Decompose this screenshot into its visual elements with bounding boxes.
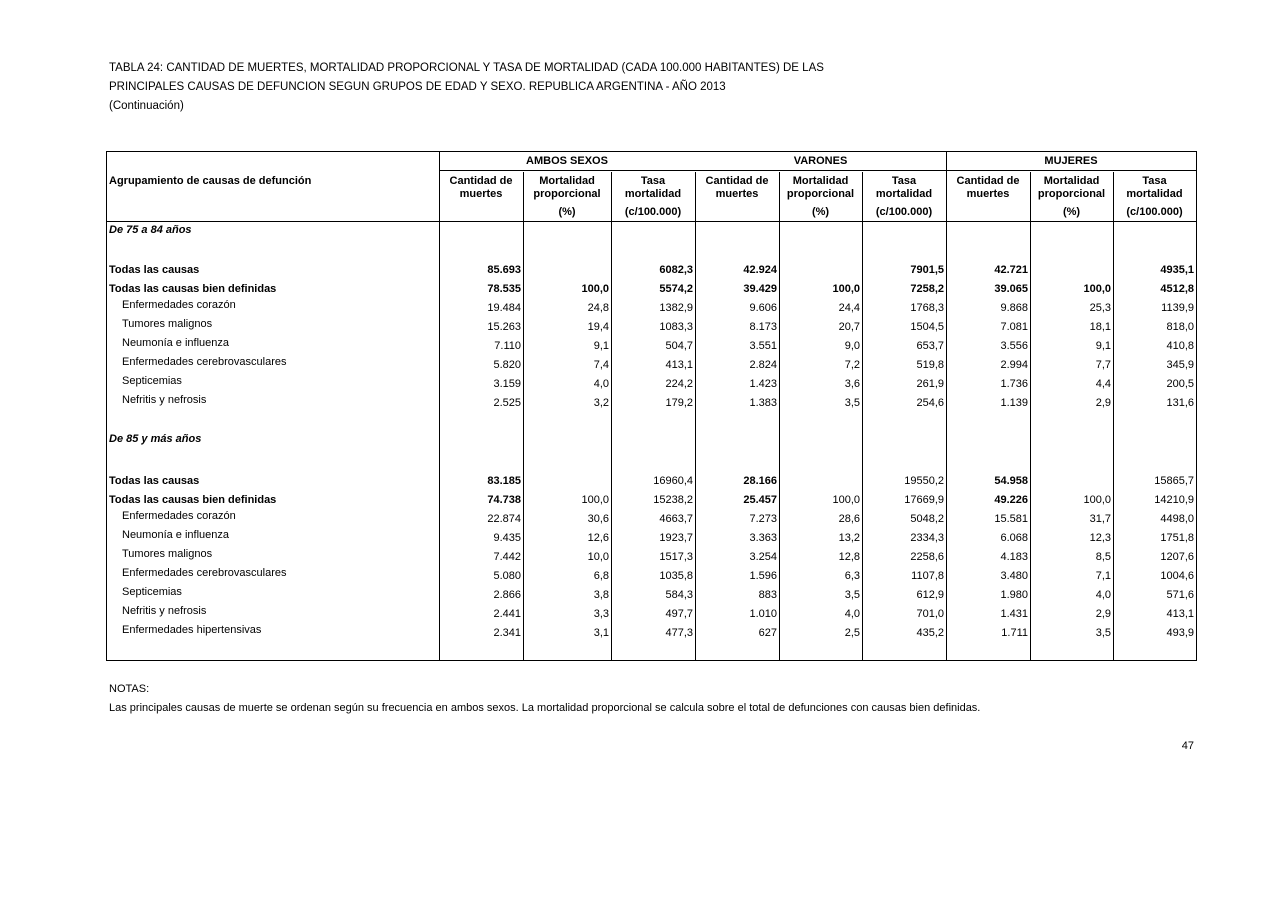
row-label: Nefritis y nefrosis [122,394,207,406]
table-cell: 42.924 [743,264,777,276]
table-cell: 1.139 [1000,397,1028,409]
column-header-line: proporcional [786,188,855,200]
row-label: Enfermedades corazón [122,299,236,311]
table-cell: 12,8 [838,551,860,563]
table-row [107,587,1196,606]
table-cell: 42.721 [994,264,1028,276]
table-cell: 7.081 [1000,321,1028,333]
table-cell: 2.866 [493,589,521,601]
table-cell: 25.457 [743,494,777,506]
table-cell: 83.185 [487,475,521,487]
table-cell: 179,2 [665,397,693,409]
table-cell: 6,3 [844,570,860,582]
table-cell: 2.824 [749,359,777,371]
table-row [107,492,1196,511]
document-title [109,59,824,116]
column-unit: (%) [1062,206,1081,218]
table-cell: 1107,8 [911,570,944,582]
table-cell: 14210,9 [1154,494,1194,506]
table-cell: 1.383 [749,397,777,409]
table-cell: 49.226 [994,494,1028,506]
table-cell: 39.065 [994,283,1028,295]
table-cell: 4,0 [593,378,609,390]
table-cell: 78.535 [487,283,521,295]
table-cell: 1.431 [1000,608,1028,620]
table-cell: 25,3 [1089,302,1111,314]
column-unit: (c/100.000) [1126,206,1183,218]
table-cell: 8,5 [1095,551,1111,563]
table-cell: 5048,2 [910,513,944,525]
column-header-line: muertes [715,188,759,200]
table-cell: 7258,2 [910,283,944,295]
row-label: Enfermedades cerebrovasculares [122,567,287,579]
table-cell: 1.736 [1000,378,1028,390]
table-cell: 7.273 [749,513,777,525]
table-cell: 4,4 [1095,378,1111,390]
table-cell: 20,7 [838,321,860,333]
column-header [523,175,611,201]
table-cell: 9,1 [1095,340,1111,352]
page-number: 47 [1181,740,1194,752]
row-label: Todas las causas [109,475,200,487]
column-header-line: mortalidad [875,188,933,200]
table-cell: 28,6 [838,513,860,525]
column-header [946,175,1030,201]
table-cell: 4663,7 [659,513,693,525]
section-title: De 75 a 84 años [109,224,192,236]
table-cell: 3.363 [749,532,777,544]
row-label: Tumores malignos [122,548,213,560]
table-cell: 4512,8 [1160,283,1194,295]
table-cell: 15.581 [994,513,1028,525]
table-cell: 19,4 [587,321,609,333]
table-cell: 17669,9 [904,494,944,506]
table-cell: 4935,1 [1160,264,1194,276]
table-cell: 571,6 [1166,589,1194,601]
table-cell: 15.263 [487,321,521,333]
table-cell: 2258,6 [910,551,944,563]
table-cell: 3,2 [593,397,609,409]
row-label: Septicemias [122,586,182,598]
column-header-line: muertes [459,188,503,200]
table-cell: 100,0 [1083,494,1111,506]
table-cell: 3,5 [1095,627,1111,639]
table-cell: 6,8 [593,570,609,582]
row-label: Todas las causas bien definidas [109,283,277,295]
table-cell: 100,0 [581,283,609,295]
group-header: AMBOS SEXOS [526,155,608,167]
column-header [439,175,523,201]
table-cell: 2,5 [844,627,860,639]
table-cell: 1923,7 [659,532,693,544]
table-cell: 345,9 [1166,359,1194,371]
table-cell: 3,1 [593,627,609,639]
table-cell: 4.183 [1000,551,1028,563]
group-header: VARONES [793,155,848,167]
table-cell: 9,0 [844,340,860,352]
column-header-line: muertes [966,188,1010,200]
table-cell: 3.480 [1000,570,1028,582]
table-cell: 100,0 [1083,283,1111,295]
table-cell: 54.958 [994,475,1028,487]
table-cell: 1504,5 [910,321,944,333]
table-row [107,319,1196,338]
column-header-line: mortalidad [624,188,682,200]
row-label-header: Agrupamiento de causas de defunción [109,175,312,187]
table-row [107,395,1196,414]
table-cell: 2.341 [493,627,521,639]
row-label: Todas las causas [109,264,200,276]
table-cell: 477,3 [665,627,693,639]
notes [109,680,980,718]
table-cell: 13,2 [838,532,860,544]
column-header-line: Cantidad de [705,175,769,187]
table-cell: 497,7 [665,608,693,620]
table-cell: 627 [758,627,777,639]
table-cell: 28.166 [743,475,777,487]
table-cell: 1.596 [749,570,777,582]
column-header [1030,175,1113,201]
table-cell: 1.423 [749,378,777,390]
column-header [779,175,862,201]
table-row [107,473,1196,492]
table-cell: 3,3 [593,608,609,620]
table-cell: 7,4 [593,359,609,371]
table-row [107,530,1196,549]
table-cell: 3.254 [749,551,777,563]
table-cell: 39.429 [743,283,777,295]
row-label: Neumonía e influenza [122,337,230,349]
table-cell: 224,2 [665,378,693,390]
table-cell: 200,5 [1166,378,1194,390]
column-header [611,175,695,201]
table-cell: 504,7 [665,340,693,352]
table-cell: 9.606 [749,302,777,314]
group-header: MUJERES [1044,155,1098,167]
table-cell: 435,2 [916,627,944,639]
table-cell: 19550,2 [904,475,944,487]
table-cell: 1.010 [749,608,777,620]
table-cell: 7,2 [844,359,860,371]
table-cell: 31,7 [1089,513,1111,525]
table-cell: 6.068 [1000,532,1028,544]
table-cell: 413,1 [665,359,693,371]
table-row [107,281,1196,300]
table-cell: 85.693 [487,264,521,276]
table-cell: 2,9 [1095,397,1111,409]
table-cell: 3.551 [749,340,777,352]
column-unit: (%) [558,206,576,218]
table-cell: 9,1 [593,340,609,352]
column-header-line: proporcional [1037,188,1106,200]
table-cell: 12,3 [1089,532,1111,544]
title-line-3: (Continuación) [109,100,184,112]
table-cell: 15865,7 [1154,475,1194,487]
mortality-table [106,151,1197,661]
table-cell: 1.711 [1001,627,1028,639]
table-row [107,549,1196,568]
table-row [107,338,1196,357]
row-label: Enfermedades cerebrovasculares [122,356,287,368]
table-cell: 3,5 [844,589,860,601]
table-cell: 261,9 [916,378,944,390]
table-cell: 7901,5 [910,264,944,276]
column-unit: (%) [811,206,830,218]
table-cell: 254,6 [916,397,944,409]
table-cell: 3.556 [1000,340,1028,352]
table-row [107,300,1196,319]
table-cell: 3,8 [593,589,609,601]
table-cell: 7,7 [1095,359,1111,371]
row-label: Enfermedades corazón [122,510,236,522]
column-header-line: Tasa [640,175,666,187]
table-cell: 1004,6 [1160,570,1194,582]
table-cell: 3.159 [493,378,521,390]
column-header-line: Mortalidad [792,175,849,187]
table-cell: 493,9 [1166,627,1194,639]
table-cell: 3,6 [844,378,860,390]
table-cell: 15238,2 [653,494,693,506]
table-cell: 5.080 [493,570,521,582]
row-label: Enfermedades hipertensivas [122,624,262,636]
table-cell: 30,6 [587,513,609,525]
table-cell: 4,0 [1095,589,1111,601]
table-cell: 1207,6 [1160,551,1194,563]
table-cell: 9.868 [1000,302,1028,314]
column-unit: (c/100.000) [624,206,682,218]
table-cell: 19.484 [487,302,521,314]
table-cell: 5.820 [493,359,521,371]
table-cell: 18,1 [1089,321,1111,333]
table-cell: 1139,9 [1161,302,1194,314]
section-title: De 85 y más años [109,433,202,445]
column-header-line: Mortalidad [1043,175,1100,187]
table-row [107,625,1196,644]
title-line-2: PRINCIPALES CAUSAS DE DEFUNCION SEGUN GRUPOS DE EDAD Y SEXO. REPUBLICA ARGENTINA - AÑO 2013 [109,81,726,93]
table-cell: 24,8 [587,302,609,314]
table-row [107,262,1196,281]
column-header-line: Mortalidad [539,175,595,187]
table-cell: 2.441 [493,608,521,620]
table-cell: 1382,9 [659,302,693,314]
title-line-1: TABLA 24: CANTIDAD DE MUERTES, MORTALIDAD PROPORCIONAL Y TASA DE MORTALIDAD (CADA 100.000 HABITANTES) DE LAS [109,62,824,74]
table-cell: 6082,3 [659,264,693,276]
table-cell: 653,7 [916,340,944,352]
table-cell: 413,1 [1166,608,1194,620]
table-cell: 1035,8 [659,570,693,582]
table-cell: 2.994 [1000,359,1028,371]
table-cell: 701,0 [916,608,944,620]
row-label: Tumores malignos [122,318,213,330]
table-row [107,511,1196,530]
table-cell: 612,9 [916,589,944,601]
table-cell: 10,0 [587,551,609,563]
table-row [107,376,1196,395]
table-cell: 5574,2 [659,283,693,295]
column-header [695,175,779,201]
header-bottom-divider [107,221,1196,222]
table-row [107,568,1196,587]
table-cell: 410,8 [1166,340,1194,352]
table-cell: 4498,0 [1160,513,1194,525]
table-cell: 131,6 [1166,397,1194,409]
table-cell: 8.173 [749,321,777,333]
column-unit: (c/100.000) [875,206,933,218]
table-cell: 100,0 [832,494,860,506]
table-cell: 1.980 [1000,589,1028,601]
table-cell: 24,4 [838,302,860,314]
table-cell: 9.435 [493,532,521,544]
table-cell: 1083,3 [659,321,693,333]
table-cell: 7.442 [493,551,521,563]
table-cell: 12,6 [587,532,609,544]
table-cell: 1768,3 [910,302,944,314]
column-header-line: Cantidad de [956,175,1020,187]
table-cell: 2334,3 [910,532,944,544]
row-label: Septicemias [122,375,182,387]
row-label: Neumonía e influenza [122,529,230,541]
table-cell: 7.110 [494,340,521,352]
column-header-line: Cantidad de [449,175,513,187]
table-cell: 3,5 [844,397,860,409]
table-row [107,357,1196,376]
table-cell: 4,0 [844,608,860,620]
table-cell: 7,1 [1095,570,1111,582]
table-cell: 74.738 [487,494,521,506]
column-header [862,175,946,201]
column-header-line: Tasa [1142,175,1167,187]
table-cell: 1751,8 [1160,532,1194,544]
table-cell: 2,9 [1095,608,1111,620]
row-label: Nefritis y nefrosis [122,605,207,617]
table-cell: 883 [758,589,777,601]
column-header-line: proporcional [533,188,601,200]
notes-text: Las principales causas de muerte se ordenan según su frecuencia en ambos sexos. La mortalidad proporcional se calcula sobre el total de defunciones con causas bien definidas. [109,702,981,714]
column-header [1113,175,1196,201]
table-row [107,606,1196,625]
table-cell: 100,0 [581,494,609,506]
group-header-divider [439,170,1196,171]
table-cell: 818,0 [1166,321,1194,333]
table-cell: 2.525 [493,397,521,409]
notes-heading: NOTAS: [109,683,150,695]
table-cell: 584,3 [665,589,693,601]
row-label: Todas las causas bien definidas [109,494,277,506]
table-cell: 16960,4 [653,475,693,487]
table-cell: 22.874 [487,513,521,525]
table-cell: 1517,3 [659,551,693,563]
table-cell: 519,8 [916,359,944,371]
column-header-line: Tasa [891,175,917,187]
column-header-line: mortalidad [1126,188,1183,200]
table-cell: 100,0 [832,283,860,295]
